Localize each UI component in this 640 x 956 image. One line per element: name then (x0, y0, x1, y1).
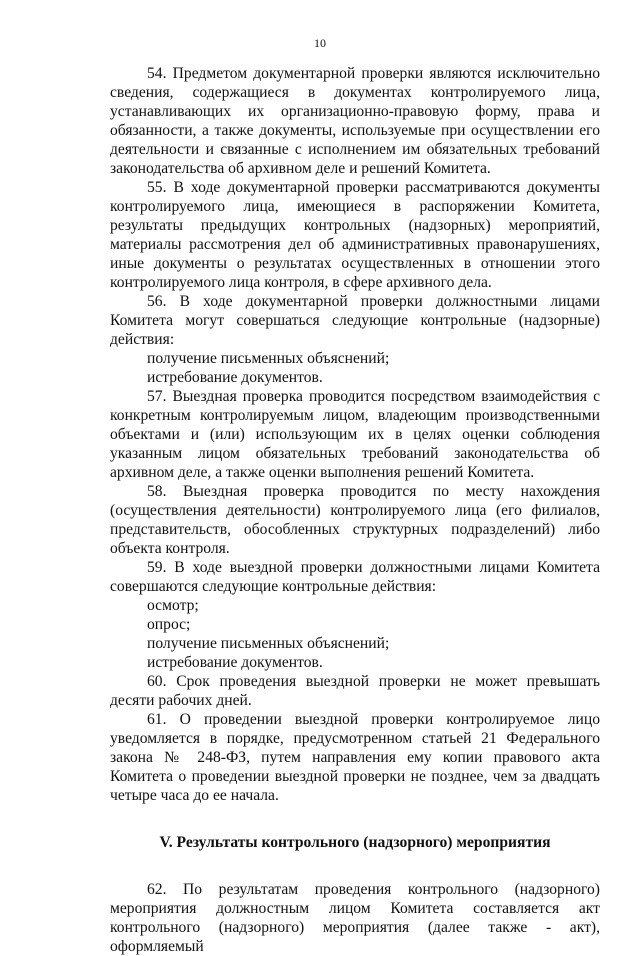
list-item: опрос; (147, 616, 191, 633)
page-number: 10 (314, 36, 326, 50)
paragraph-55: 55. В ходе документарной проверки рассматриваются документы контролируемого лица, имеющиеся в распоряжении Комитета, результаты предыдущих контрольных (надзорных) мероприятий, материалы рассмотрения дел об административных правонарушениях, иные документы о результатах осуществленных в отношении этого контролируемого лица контроля, в сфере архивного дела. (110, 179, 600, 291)
section-heading: V. Результаты контрольного (надзорного) мероприятия (159, 834, 551, 851)
paragraph-58: 58. Выездная проверка проводится по месту нахождения (осуществления деятельности) контролируемого лица (его филиалов, представительств, обособленных структурных подразделений) либо объекта контроля. (110, 483, 600, 557)
paragraph-61: 61. О проведении выездной проверки контролируемое лицо уведомляется в порядке, предусмотренном статьей 21 Федерального закона № 248-ФЗ, путем направления ему копии правового акта Комитета о проведении выездной проверки не позднее, чем за двадцать четыре часа до ее начала. (110, 711, 600, 804)
paragraph-59: 59. В ходе выездной проверки должностными лицами Комитета совершаются следующие контрольные действия: (110, 559, 600, 595)
paragraph-62: 62. По результатам проведения контрольного (надзорного) мероприятия должностным лицом Комитета составляется акт контрольного (надзорного) мероприятия (далее также - акт), оформляемый (110, 881, 600, 955)
list-item: осмотр; (147, 597, 199, 614)
paragraph-57: 57. Выездная проверка проводится посредством взаимодействия с конкретным контролируемым лицом, владеющим производственными объектами и (или) использующим их в целях оценки соблюдения указанным лицом обязательных требований законодательства об архивном деле, а также оценки выполнения решений Комитета. (110, 388, 600, 481)
list-item: получение письменных объяснений; (147, 350, 390, 367)
list-item: истребование документов. (147, 369, 323, 386)
paragraph-56: 56. В ходе документарной проверки должностными лицами Комитета могут совершаться следующие контрольные (надзорные) действия: (110, 293, 600, 348)
paragraph-60: 60. Срок проведения выездной проверки не может превышать десяти рабочих дней. (110, 673, 600, 709)
list-item: получение письменных объяснений; (147, 635, 390, 652)
document-body (110, 64, 600, 956)
list-item: истребование документов. (147, 654, 323, 671)
paragraph-54: 54. Предметом документарной проверки являются исключительно сведения, содержащиеся в документах контролируемого лица, устанавливающих их организационно-правовую форму, права и обязанности, а также документы, используемые при осуществлении его деятельности и связанные с исполнением им обязательных требований законодательства об архивном деле и решений Комитета. (110, 65, 600, 177)
